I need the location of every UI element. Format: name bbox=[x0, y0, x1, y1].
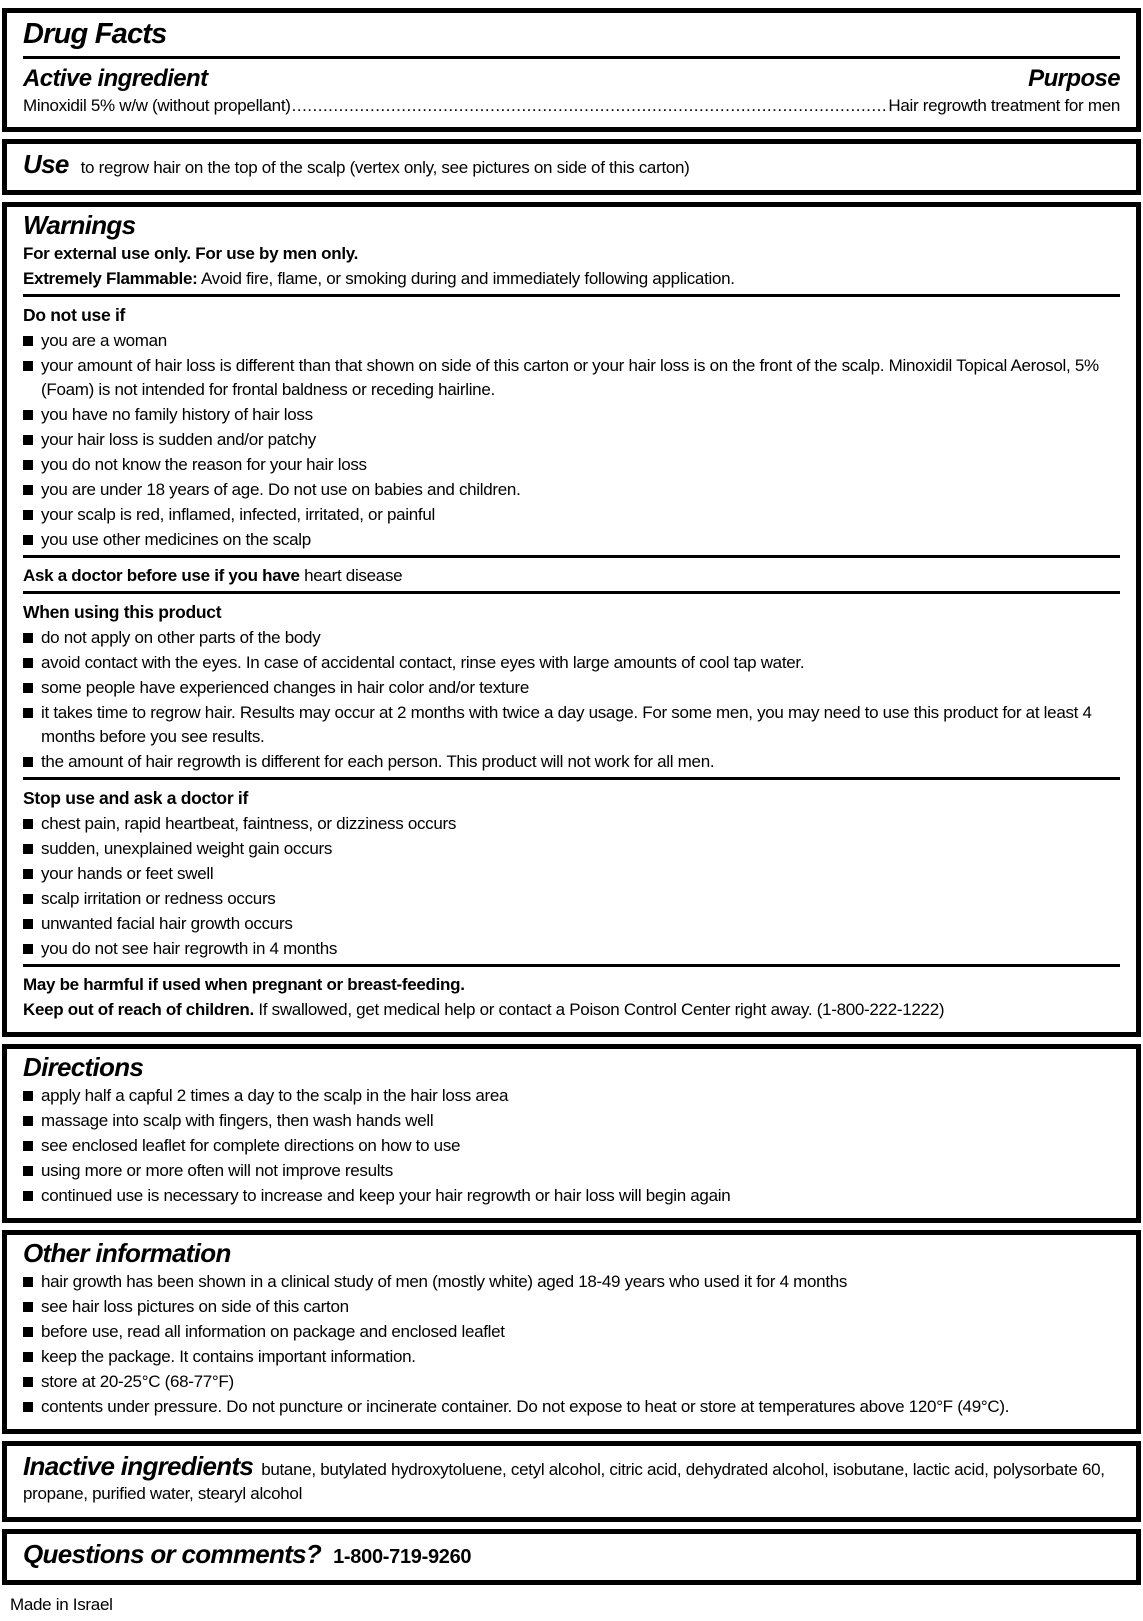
flammable-label: Extremely Flammable: bbox=[23, 269, 198, 289]
bullet-square-icon bbox=[23, 336, 33, 346]
list-item bbox=[23, 701, 1120, 749]
bullet-square-icon bbox=[23, 944, 33, 954]
ask-doctor-text: heart disease bbox=[299, 566, 403, 586]
list-item-text: chest pain, rapid heartbeat, faintness, or dizziness occurs bbox=[41, 814, 457, 834]
bullet-square-icon bbox=[23, 658, 33, 668]
directions-heading: Directions bbox=[23, 1052, 144, 1083]
when-using-list bbox=[23, 626, 1120, 774]
bullet-square-icon bbox=[23, 510, 33, 520]
list-item-text: see hair loss pictures on side of this carton bbox=[41, 1297, 349, 1317]
list-item-text: sudden, unexplained weight gain occurs bbox=[41, 839, 333, 859]
warnings-divider-3 bbox=[23, 591, 1120, 594]
list-item-text: you do not see hair regrowth in 4 months bbox=[41, 939, 338, 959]
bullet-square-icon bbox=[23, 1377, 33, 1387]
list-item bbox=[23, 1295, 1120, 1319]
list-item bbox=[23, 1184, 1120, 1208]
drug-facts-title: Drug Facts bbox=[23, 18, 167, 50]
active-ingredient-heading: Active ingredient bbox=[23, 64, 208, 92]
bullet-square-icon bbox=[23, 757, 33, 767]
bullet-square-icon bbox=[23, 919, 33, 929]
external-use-statement: For external use only. For use by men only. bbox=[23, 244, 359, 264]
list-item-text: unwanted facial hair growth occurs bbox=[41, 914, 293, 934]
list-item bbox=[23, 912, 1120, 936]
keep-out-statement bbox=[23, 998, 1120, 1022]
bullet-square-icon bbox=[23, 460, 33, 470]
title-divider bbox=[23, 56, 1120, 59]
list-item bbox=[23, 1134, 1120, 1158]
list-item-text: massage into scalp with fingers, then wash hands well bbox=[41, 1111, 434, 1131]
list-item bbox=[23, 1395, 1120, 1419]
do-not-use-list bbox=[23, 329, 1120, 552]
bullet-square-icon bbox=[23, 1402, 33, 1412]
section-inactive-ingredients bbox=[2, 1441, 1141, 1522]
bullet-square-icon bbox=[23, 1352, 33, 1362]
questions-phone-number: 1-800-719-9260 bbox=[333, 1546, 472, 1569]
warnings-divider-5 bbox=[23, 964, 1120, 967]
bullet-square-icon bbox=[23, 1166, 33, 1176]
list-item bbox=[23, 1109, 1120, 1133]
list-item bbox=[23, 403, 1120, 427]
active-ingredient-header-row bbox=[23, 65, 1120, 93]
when-using-heading: When using this product bbox=[23, 602, 222, 623]
list-item bbox=[23, 937, 1120, 961]
bullet-square-icon bbox=[23, 683, 33, 693]
list-item bbox=[23, 837, 1120, 861]
list-item-text: store at 20-25°C (68-77°F) bbox=[41, 1372, 234, 1392]
section-title-active-ingredient bbox=[2, 8, 1141, 132]
list-item bbox=[23, 478, 1120, 502]
warnings-divider-2 bbox=[23, 555, 1120, 558]
bullet-square-icon bbox=[23, 894, 33, 904]
bullet-square-icon bbox=[23, 1116, 33, 1126]
list-item-text: continued use is necessary to increase and keep your hair regrowth or hair loss will begin again bbox=[41, 1186, 731, 1206]
use-text: to regrow hair on the top of the scalp (vertex only, see pictures on side of this carton) bbox=[80, 158, 690, 178]
bullet-square-icon bbox=[23, 1091, 33, 1101]
bullet-square-icon bbox=[23, 1191, 33, 1201]
bullet-square-icon bbox=[23, 708, 33, 718]
list-item-text: apply half a capful 2 times a day to the scalp in the hair loss area bbox=[41, 1086, 509, 1106]
list-item bbox=[23, 1370, 1120, 1394]
list-item bbox=[23, 1320, 1120, 1344]
list-item-text: you are under 18 years of age. Do not use on babies and children. bbox=[41, 480, 521, 500]
list-item bbox=[23, 1159, 1120, 1183]
other-information-list bbox=[23, 1270, 1120, 1419]
list-item-text: the amount of hair regrowth is different for each person. This product will not work for all men. bbox=[41, 752, 715, 772]
list-item-text: using more or more often will not improve results bbox=[41, 1161, 393, 1181]
flammable-text: Avoid fire, flame, or smoking during and immediately following application. bbox=[197, 269, 735, 289]
keep-out-bold: Keep out of reach of children. bbox=[23, 1000, 254, 1020]
list-item-text: you are a woman bbox=[41, 331, 167, 351]
list-item-text: your hands or feet swell bbox=[41, 864, 214, 884]
list-item bbox=[23, 428, 1120, 452]
bullet-square-icon bbox=[23, 1327, 33, 1337]
list-item bbox=[23, 1084, 1120, 1108]
flammable-statement bbox=[23, 267, 1120, 291]
bullet-square-icon bbox=[23, 819, 33, 829]
bullet-square-icon bbox=[23, 485, 33, 495]
bullet-square-icon bbox=[23, 535, 33, 545]
list-item bbox=[23, 626, 1120, 650]
list-item-text: keep the package. It contains important information. bbox=[41, 1347, 416, 1367]
list-item-text: you do not know the reason for your hair loss bbox=[41, 455, 367, 475]
list-item-text: you have no family history of hair loss bbox=[41, 405, 313, 425]
list-item-text: avoid contact with the eyes. In case of accidental contact, rinse eyes with large amounts of cool tap water. bbox=[41, 653, 805, 673]
list-item-text: hair growth has been shown in a clinical study of men (mostly white) aged 18-49 years who used it for 4 months bbox=[41, 1272, 848, 1292]
active-ingredient-row bbox=[23, 94, 1120, 118]
list-item bbox=[23, 453, 1120, 477]
bullet-square-icon bbox=[23, 844, 33, 854]
bullet-square-icon bbox=[23, 410, 33, 420]
list-item-text: your amount of hair loss is different than that shown on side of this carton or your hair loss is on the front of the scalp. Minoxidil Topical Aerosol, 5% (Foam) is not intended for frontal baldness or receding hairline. bbox=[41, 356, 1099, 400]
bullet-square-icon bbox=[23, 1302, 33, 1312]
list-item-text: see enclosed leaflet for complete directions on how to use bbox=[41, 1136, 461, 1156]
inactive-ingredients-paragraph bbox=[23, 1452, 1120, 1506]
list-item-text: do not apply on other parts of the body bbox=[41, 628, 321, 648]
bullet-square-icon bbox=[23, 869, 33, 879]
list-item bbox=[23, 528, 1120, 552]
list-item bbox=[23, 1270, 1120, 1294]
stop-use-list bbox=[23, 812, 1120, 961]
list-item-text: scalp irritation or redness occurs bbox=[41, 889, 276, 909]
pregnant-statement: May be harmful if used when pregnant or breast-feeding. bbox=[23, 975, 465, 995]
made-in-statement: Made in Israel bbox=[10, 1595, 113, 1615]
bullet-square-icon bbox=[23, 1277, 33, 1287]
purpose-text: Hair regrowth treatment for men bbox=[888, 96, 1120, 116]
bullet-square-icon bbox=[23, 1141, 33, 1151]
list-item bbox=[23, 354, 1120, 402]
list-item-text: before use, read all information on package and enclosed leaflet bbox=[41, 1322, 505, 1342]
questions-heading: Questions or comments? bbox=[23, 1539, 322, 1570]
other-information-heading: Other information bbox=[23, 1238, 231, 1269]
active-ingredient-name: Minoxidil 5% w/w (without propellant) bbox=[23, 96, 291, 116]
dotted-leader bbox=[292, 96, 888, 116]
list-item bbox=[23, 750, 1120, 774]
list-item bbox=[23, 862, 1120, 886]
use-heading: Use bbox=[23, 149, 69, 180]
section-directions bbox=[2, 1044, 1141, 1223]
keep-out-text: If swallowed, get medical help or contact a Poison Control Center right away. (1-800-222-1222) bbox=[253, 1000, 945, 1020]
list-item-text: some people have experienced changes in hair color and/or texture bbox=[41, 678, 529, 698]
ask-doctor-bold: Ask a doctor before use if you have bbox=[23, 566, 300, 586]
list-item bbox=[23, 651, 1120, 675]
section-other-information bbox=[2, 1230, 1141, 1434]
list-item-text: it takes time to regrow hair. Results may occur at 2 months with twice a day usage. For some men, you may need to use this product for at least 4 months before you see results. bbox=[41, 703, 1092, 747]
list-item bbox=[23, 503, 1120, 527]
inactive-ingredients-text: butane, butylated hydroxytoluene, cetyl alcohol, citric acid, dehydrated alcohol, isobutane, lactic acid, polysorbate 60, propane, purified water, stearyl alcohol bbox=[23, 1460, 1105, 1504]
warnings-divider-4 bbox=[23, 777, 1120, 780]
section-warnings bbox=[2, 202, 1141, 1037]
list-item-text: contents under pressure. Do not puncture or incinerate container. Do not expose to heat or store at temperatures above 120°F (49°C). bbox=[41, 1397, 1010, 1417]
inactive-ingredients-heading: Inactive ingredients bbox=[23, 1451, 254, 1482]
list-item-text: your scalp is red, inflamed, infected, irritated, or painful bbox=[41, 505, 435, 525]
list-item bbox=[23, 329, 1120, 353]
bullet-square-icon bbox=[23, 633, 33, 643]
section-use bbox=[2, 139, 1141, 195]
warnings-heading: Warnings bbox=[23, 210, 136, 241]
bullet-square-icon bbox=[23, 361, 33, 371]
warnings-divider-1 bbox=[23, 294, 1120, 297]
list-item bbox=[23, 812, 1120, 836]
ask-doctor-statement bbox=[23, 564, 1120, 588]
stop-use-heading: Stop use and ask a doctor if bbox=[23, 788, 248, 809]
list-item bbox=[23, 676, 1120, 700]
do-not-use-heading: Do not use if bbox=[23, 305, 126, 326]
list-item-text: you use other medicines on the scalp bbox=[41, 530, 311, 550]
list-item bbox=[23, 1345, 1120, 1369]
bullet-square-icon bbox=[23, 435, 33, 445]
list-item-text: your hair loss is sudden and/or patchy bbox=[41, 430, 316, 450]
directions-list bbox=[23, 1084, 1120, 1208]
list-item bbox=[23, 887, 1120, 911]
section-questions bbox=[2, 1529, 1141, 1585]
purpose-heading: Purpose bbox=[1028, 64, 1120, 92]
